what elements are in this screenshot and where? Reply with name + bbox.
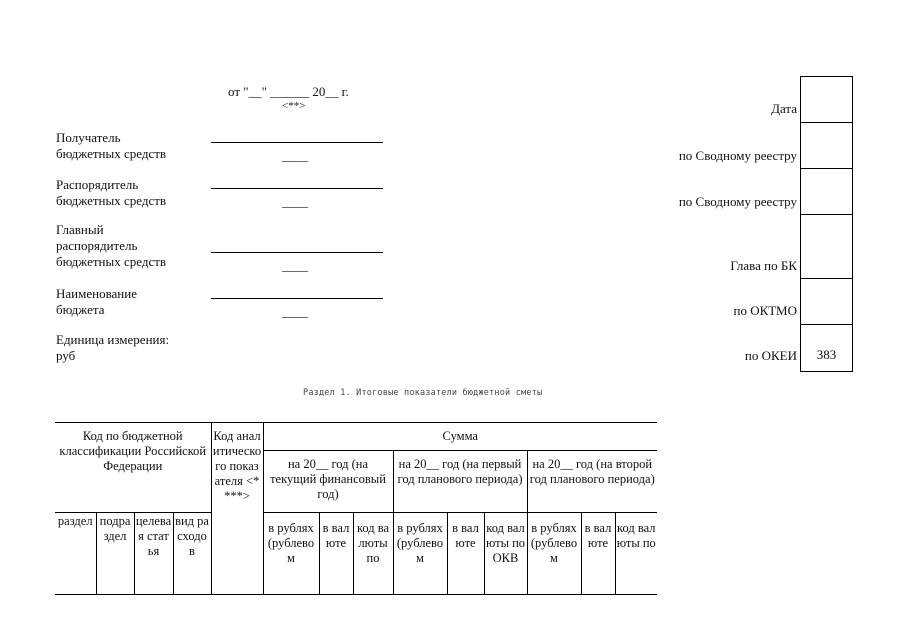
oktmo-label: по ОКТМО bbox=[733, 303, 797, 318]
current-currency-header: в валюте bbox=[319, 513, 353, 595]
first-plan-rub-header: в рублях (рублевом bbox=[393, 513, 447, 595]
kbk-section-header: раздел bbox=[55, 513, 96, 595]
unit-label: Единица измерения: руб bbox=[56, 332, 170, 363]
bk-chapter-label: Глава по БК bbox=[730, 258, 797, 273]
analytic-code-header: Код аналитического показателя <****> bbox=[211, 423, 263, 595]
budget-name-field-line[interactable] bbox=[211, 298, 383, 299]
document-date-line: от "__" ______ 20__ г. bbox=[228, 84, 349, 99]
code-oktmo-cell[interactable] bbox=[801, 279, 852, 325]
code-registry-cell-1[interactable] bbox=[801, 123, 852, 169]
sum-header: Сумма bbox=[263, 423, 657, 451]
document-date-footnote: <**> bbox=[282, 100, 306, 112]
recipient-code-underline: ____ bbox=[282, 148, 308, 163]
chief-manager-field-line[interactable] bbox=[211, 252, 383, 253]
current-rub-header: в рублях (рублевом bbox=[263, 513, 319, 595]
first-plan-currency-code-header: код валюты по ОКВ bbox=[484, 513, 527, 595]
date-label: Дата bbox=[771, 101, 797, 116]
period-second-plan-header: на 20__ год (на второй год планового периода) bbox=[527, 451, 657, 513]
code-okei-cell[interactable]: 383 bbox=[816, 347, 837, 362]
second-plan-currency-code-header: код валюты по bbox=[615, 513, 657, 595]
kbk-target-article-header: целевая статья bbox=[134, 513, 173, 595]
okei-label: по ОКЕИ bbox=[744, 348, 797, 363]
recipient-label: Получатель бюджетных средств bbox=[56, 130, 167, 161]
kbk-expense-type-header: вид расходов bbox=[173, 513, 211, 595]
kbk-header: Код по бюджетной классификации Российской Федерации bbox=[55, 423, 211, 513]
code-date-cell[interactable] bbox=[801, 77, 852, 123]
chief-manager-label: Главный распорядитель бюджетных средств bbox=[56, 222, 167, 269]
second-plan-currency-header: в валюте bbox=[581, 513, 615, 595]
manager-field-line[interactable] bbox=[211, 188, 383, 189]
registry-label-2: по Сводному реестру bbox=[678, 194, 797, 209]
recipient-field-line[interactable] bbox=[211, 142, 383, 143]
chief-manager-code-underline: ____ bbox=[282, 258, 308, 273]
codes-box bbox=[800, 76, 853, 372]
kbk-subsection-header: подраздел bbox=[96, 513, 134, 595]
section-title: Раздел 1. Итоговые показатели бюджетной сметы bbox=[303, 388, 543, 398]
budget-name-code-underline: ____ bbox=[282, 304, 308, 319]
budget-estimate-table bbox=[55, 422, 657, 595]
first-plan-currency-header: в валюте bbox=[447, 513, 484, 595]
registry-label-1: по Сводному реестру bbox=[678, 148, 797, 163]
manager-code-underline: ____ bbox=[282, 194, 308, 209]
code-registry-cell-2[interactable] bbox=[801, 169, 852, 215]
period-first-plan-header: на 20__ год (на первый год планового периода) bbox=[393, 451, 527, 513]
current-currency-code-header: код валюты по bbox=[353, 513, 393, 595]
second-plan-rub-header: в рублях (рублевом bbox=[527, 513, 581, 595]
period-current-header: на 20__ год (на текущий финансовый год) bbox=[263, 451, 393, 513]
code-bk-cell[interactable] bbox=[801, 215, 852, 279]
manager-label: Распорядитель бюджетных средств bbox=[56, 177, 167, 208]
budget-name-label: Наименование бюджета bbox=[56, 286, 137, 317]
